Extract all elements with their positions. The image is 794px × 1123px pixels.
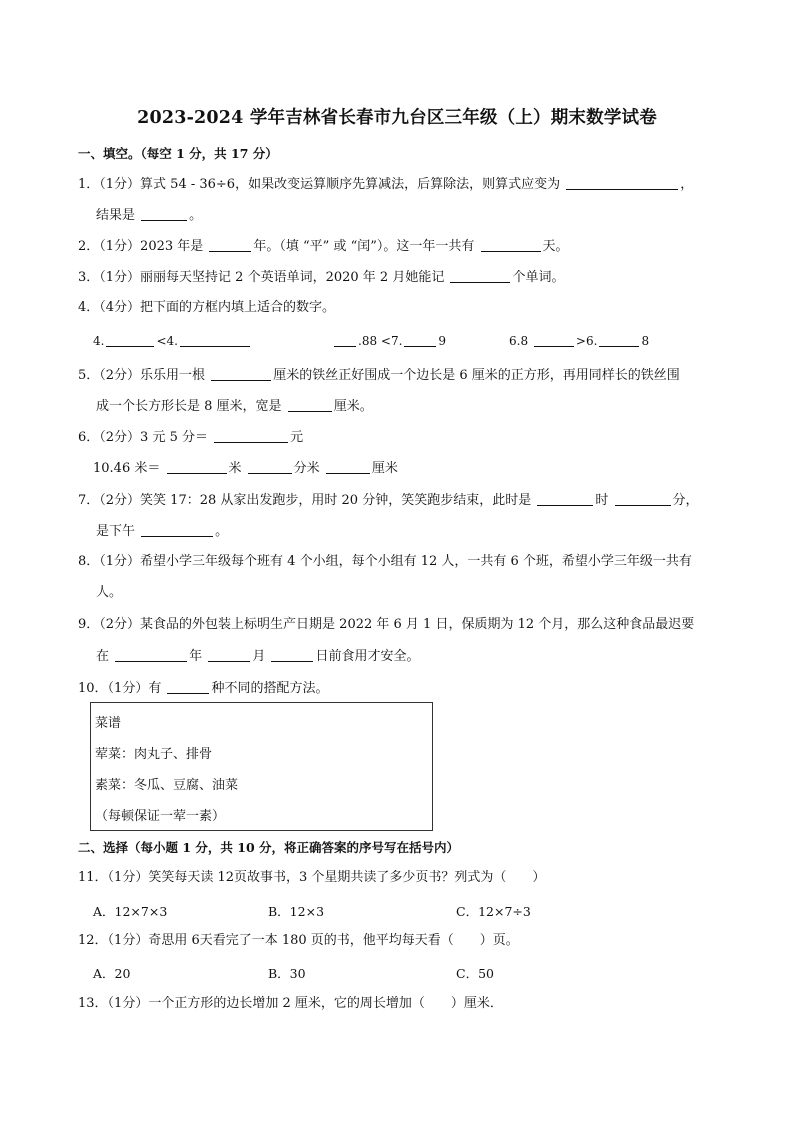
question-4-part-2 xyxy=(332,332,446,350)
question-10 xyxy=(78,679,328,698)
q11-option-c[interactable]: C．12×7÷3 xyxy=(456,904,531,919)
question-5-text: 5．（2分）乐乐用一根 xyxy=(78,368,206,383)
answer-blank[interactable] xyxy=(599,332,639,347)
question-9-text: 9．（2分）某食品的外包装上标明生产日期是 2022 年 6 月 1 日，保质期为 12 个月，那么这种食品最迟要 xyxy=(78,617,695,632)
answer-blank[interactable] xyxy=(141,206,187,221)
answer-blank[interactable] xyxy=(534,332,574,347)
answer-blank[interactable] xyxy=(167,459,227,474)
question-9 xyxy=(78,616,694,634)
question-5-text-3: 成一个长方形长是 8 厘米，宽是 xyxy=(96,399,282,414)
unit-cm: 厘米 xyxy=(371,461,398,476)
question-11: 11．（1分）笑笑每天读 12页故事书，3 个星期共读了多少页书？列式为（ ） xyxy=(78,870,546,885)
question-6 xyxy=(78,428,303,447)
answer-blank[interactable] xyxy=(141,522,213,537)
question-7 xyxy=(78,491,699,510)
menu-vegetable: 素菜：冬瓜、豆腐、油菜 xyxy=(95,778,239,793)
question-7-text: 7．（2分）笑笑 17：28 从家出发跑步，用时 20 分钟，笑笑跑步结束，此时是 xyxy=(78,493,532,508)
q4-p2-b: 9 xyxy=(438,334,447,348)
question-4-part-1 xyxy=(93,332,252,350)
q12-option-b[interactable]: B．30 xyxy=(268,966,306,981)
unit-dm: 分米 xyxy=(293,461,320,476)
answer-blank[interactable] xyxy=(211,366,271,381)
answer-blank[interactable] xyxy=(615,491,671,506)
exam-title: 2023-2024 学年吉林省长春市九台区三年级（上）期末数学试卷 xyxy=(137,108,657,128)
answer-blank[interactable] xyxy=(566,175,678,190)
question-5-text-2: 厘米的铁丝正好围成一个边长是 6 厘米的正方形，再用同样长的铁丝围 xyxy=(273,368,680,383)
unit-month: 月 xyxy=(252,649,266,664)
answer-blank[interactable] xyxy=(334,332,356,347)
question-5 xyxy=(78,366,680,385)
question-6-text: 6．（2分）3 元 5 分＝ xyxy=(78,430,208,445)
answer-blank[interactable] xyxy=(214,428,288,443)
question-2 xyxy=(78,237,569,256)
question-4-part-3 xyxy=(509,332,649,350)
answer-blank[interactable] xyxy=(450,268,510,283)
question-1-text: 1．（1分）算式 54 - 36÷6，如果改变运算顺序先算减法，后算除法，则算式应变为 xyxy=(78,177,561,192)
unit-year: 年 xyxy=(189,649,203,664)
question-13: 13．（1分）一个正方形的边长增加 2 厘米，它的周长增加（ ）厘米． xyxy=(78,996,503,1011)
menu-title: 菜谱 xyxy=(95,716,122,731)
section-heading-fill-in: 一、填空。（每空 1 分，共 17 分） xyxy=(78,146,278,161)
question-8-text: 8．（1分）希望小学三年级每个班有 4 个小组，每个小组有 12 人，一共有 6 个班，希望小学三年级一共有 xyxy=(78,554,692,569)
question-9-continued xyxy=(96,647,419,666)
answer-blank[interactable] xyxy=(180,332,250,347)
menu-note: （每顿保证一荤一素） xyxy=(95,809,226,824)
answer-blank[interactable] xyxy=(106,332,154,347)
q12-option-a[interactable]: A．20 xyxy=(93,966,131,981)
question-9-text-3: 日前食用才安全。 xyxy=(315,649,420,664)
question-2-text: 2．（1分）2023 年是 xyxy=(78,239,204,254)
question-7-continued xyxy=(96,522,228,541)
section-heading-choice: 二、选择（每小题 1 分，共 10 分，将正确答案的序号写在括号内） xyxy=(78,840,460,855)
q12-option-c[interactable]: C．50 xyxy=(456,966,494,981)
q11-option-b[interactable]: B．12×3 xyxy=(268,904,325,919)
answer-blank[interactable] xyxy=(115,647,187,662)
question-8 xyxy=(78,553,692,571)
answer-blank[interactable] xyxy=(271,647,313,662)
question-3 xyxy=(78,268,565,287)
question-3-text: 3．（1分）丽丽每天坚持记 2 个英语单词，2020 年 2 月她能记 xyxy=(78,270,445,285)
q4-p3-a: 6.8 xyxy=(509,334,529,348)
question-3-text-2: 个单词。 xyxy=(512,270,565,285)
punct: 。 xyxy=(215,524,229,539)
question-10-text-2: 种不同的搭配方法。 xyxy=(211,681,329,696)
q4-p2-a: .88 <7. xyxy=(358,334,403,348)
question-4: 4．（4分）把下面的方框内填上适合的数字。 xyxy=(78,300,336,315)
question-9-text-2: 在 xyxy=(96,649,110,664)
q4-p1-b: <4. xyxy=(156,334,178,348)
question-1 xyxy=(78,175,693,194)
answer-blank[interactable] xyxy=(208,647,250,662)
question-6-text-2: 10.46 米＝ xyxy=(93,461,161,476)
menu-meat: 荤菜：肉丸子、排骨 xyxy=(95,747,213,762)
question-6-unit-yuan: 元 xyxy=(290,430,304,445)
answer-blank[interactable] xyxy=(248,459,292,474)
question-1-continued xyxy=(96,206,202,225)
answer-blank[interactable] xyxy=(326,459,370,474)
question-8-continued xyxy=(96,584,122,602)
question-7-text-2: 是下午 xyxy=(96,524,136,539)
q4-p1-a: 4. xyxy=(93,334,105,348)
question-5-text-4: 厘米。 xyxy=(333,399,373,414)
question-6-part-2 xyxy=(93,459,398,478)
punct: 。 xyxy=(189,208,203,223)
menu-box xyxy=(90,702,433,831)
answer-blank[interactable] xyxy=(537,491,593,506)
q11-option-a[interactable]: A．12×7×3 xyxy=(93,904,168,919)
question-2-text-2: 年。（填 “平” 或 “闰”）。这一年一共有 xyxy=(253,239,475,254)
question-12: 12．（1分）奇思用 6天看完了一本 180 页的书，他平均每天看（ ）页。 xyxy=(78,933,519,948)
answer-blank[interactable] xyxy=(404,332,436,347)
punct: ， xyxy=(680,177,694,192)
unit-m: 米 xyxy=(228,461,242,476)
answer-blank[interactable] xyxy=(288,397,332,412)
q4-p3-b: >6. xyxy=(575,334,598,348)
answer-blank[interactable] xyxy=(167,679,209,694)
question-8-text-2: 人。 xyxy=(96,585,123,600)
question-10-text: 10．（1分）有 xyxy=(78,681,162,696)
question-1-text-2: 结果是 xyxy=(96,208,136,223)
question-2-text-3: 天。 xyxy=(542,239,569,254)
unit-hour: 时 xyxy=(595,493,609,508)
answer-blank[interactable] xyxy=(481,237,541,252)
unit-minute: 分， xyxy=(672,493,699,508)
q4-p3-c: 8 xyxy=(641,334,650,348)
answer-blank[interactable] xyxy=(209,237,251,252)
question-5-continued xyxy=(96,397,373,416)
